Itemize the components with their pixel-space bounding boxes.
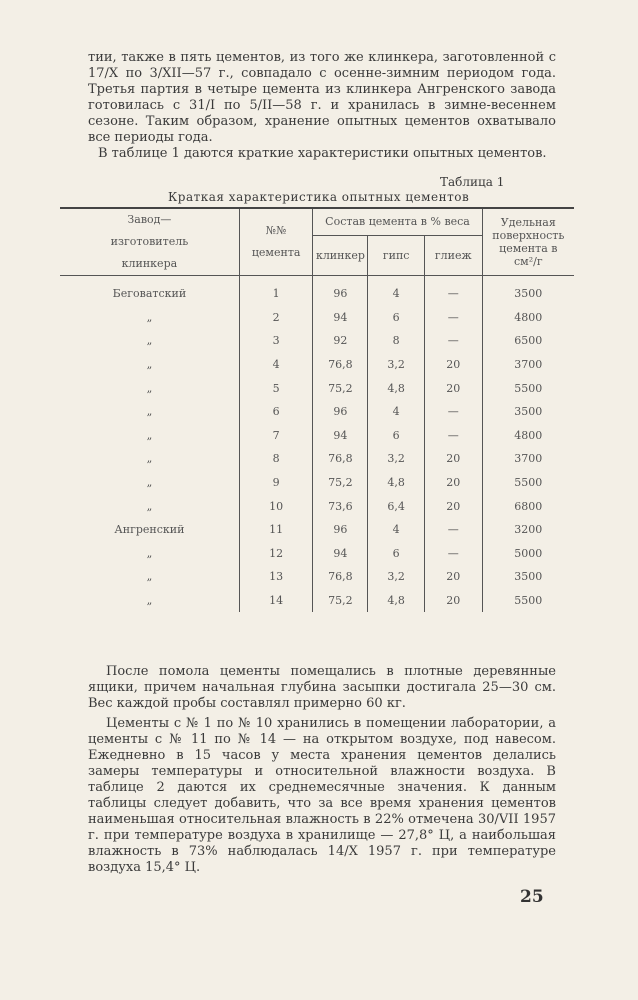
paragraph-intro: В таблице 1 даются краткие характеристики опытных цементов. <box>98 146 547 161</box>
header-gliezh: глиеж <box>424 235 482 275</box>
cell-number: 6 <box>239 400 313 424</box>
cell-number: 5 <box>239 376 313 400</box>
cell-gliezh: 20 <box>424 376 482 400</box>
cell-surface: 6500 <box>482 329 574 353</box>
header-surface: Удельная поверхность цемента в см²/г <box>482 208 574 276</box>
table-row <box>60 542 574 566</box>
table-row <box>60 447 574 471</box>
header-factory: Завод—изготовитель клинкера <box>60 208 239 276</box>
cell-factory: Ангренский <box>114 523 185 537</box>
cell-clinker: 75,2 <box>313 589 368 613</box>
cell-factory: „ <box>146 428 153 442</box>
cell-number: 14 <box>239 589 313 613</box>
cell-gliezh: 20 <box>424 565 482 589</box>
paragraph-after: После помола цементы помещались в плотные деревянные ящики, причем начальная глубина засыпки достигала 25—30 см. Вес каждой пробы составлял примерно 60 кг. <box>88 664 556 711</box>
cell-factory: Беговатский <box>112 287 187 301</box>
cell-gliezh: — <box>424 306 482 330</box>
cell-gliezh: 20 <box>424 494 482 518</box>
cell-clinker: 75,2 <box>313 471 368 495</box>
cell-clinker: 75,2 <box>313 376 368 400</box>
cell-factory: „ <box>146 452 153 466</box>
cell-gypsum: 3,2 <box>368 353 425 377</box>
cell-number: 4 <box>239 353 313 377</box>
table-row <box>60 376 574 400</box>
cell-number: 8 <box>239 447 313 471</box>
cell-surface: 3500 <box>482 276 574 306</box>
cell-factory: „ <box>146 476 153 490</box>
cell-number: 2 <box>239 306 313 330</box>
cell-gypsum: 6 <box>368 542 425 566</box>
cell-gliezh: — <box>424 400 482 424</box>
table-row <box>60 589 574 613</box>
table-body <box>60 276 574 613</box>
cell-gliezh: — <box>424 276 482 306</box>
table-row <box>60 471 574 495</box>
cell-surface: 5500 <box>482 376 574 400</box>
cell-surface: 5500 <box>482 589 574 613</box>
table-row <box>60 306 574 330</box>
cell-surface: 3200 <box>482 518 574 542</box>
cell-number: 10 <box>239 494 313 518</box>
cell-factory: „ <box>146 381 153 395</box>
header-clinker: клинкер <box>313 235 368 275</box>
cell-gypsum: 6,4 <box>368 494 425 518</box>
cell-factory: „ <box>146 546 153 560</box>
cell-gliezh: 20 <box>424 353 482 377</box>
cell-gypsum: 6 <box>368 306 425 330</box>
cell-clinker: 94 <box>313 306 368 330</box>
table-title: Краткая характеристика опытных цементов <box>168 190 470 204</box>
cell-surface: 4800 <box>482 424 574 448</box>
cell-number: 1 <box>239 276 313 306</box>
cell-clinker: 92 <box>313 329 368 353</box>
cell-gypsum: 8 <box>368 329 425 353</box>
cell-factory: „ <box>146 594 153 608</box>
cell-gypsum: 4,8 <box>368 471 425 495</box>
cell-gypsum: 6 <box>368 424 425 448</box>
cell-factory: „ <box>146 334 153 348</box>
table-row <box>60 400 574 424</box>
cell-clinker: 94 <box>313 424 368 448</box>
cell-gypsum: 4,8 <box>368 376 425 400</box>
cell-surface: 4800 <box>482 306 574 330</box>
cell-surface: 3500 <box>482 400 574 424</box>
cell-clinker: 73,6 <box>313 494 368 518</box>
table-row <box>60 353 574 377</box>
header-composition: Состав цемента в % веса <box>313 208 482 235</box>
cell-gliezh: — <box>424 329 482 353</box>
cell-gypsum: 4,8 <box>368 589 425 613</box>
cell-factory: „ <box>146 570 153 584</box>
table-row <box>60 565 574 589</box>
cell-clinker: 96 <box>313 518 368 542</box>
cell-factory: „ <box>146 358 153 372</box>
table-number: Таблица 1 <box>440 175 505 189</box>
cell-clinker: 96 <box>313 400 368 424</box>
header-number: №№ цемента <box>239 208 313 276</box>
cell-clinker: 94 <box>313 542 368 566</box>
table-row <box>60 518 574 542</box>
cell-gliezh: 20 <box>424 589 482 613</box>
cell-clinker: 76,8 <box>313 565 368 589</box>
cell-gliezh: — <box>424 542 482 566</box>
cell-factory: „ <box>146 499 153 513</box>
cell-clinker: 76,8 <box>313 353 368 377</box>
cell-surface: 3700 <box>482 353 574 377</box>
cell-gliezh: — <box>424 518 482 542</box>
paragraph-top: тии, также в пять цементов, из того же клинкера, заготовленной с 17/X по 3/XII—57 г., совпадало с осенне-зимним периодом года. Третья партия в четыре цемента из клинкера Ангренского завода готовилась с 31/I по 5/II—58 г. и хранилась в зимне-весеннем сезоне. Таким образом, хранение опытных цементов охватывало все периоды года. <box>88 50 556 145</box>
cell-gliezh: — <box>424 424 482 448</box>
cell-number: 9 <box>239 471 313 495</box>
cell-gypsum: 3,2 <box>368 447 425 471</box>
cell-surface: 6800 <box>482 494 574 518</box>
header-gypsum: гипс <box>368 235 425 275</box>
cell-gypsum: 4 <box>368 400 425 424</box>
cell-clinker: 96 <box>313 276 368 306</box>
cell-number: 12 <box>239 542 313 566</box>
cell-number: 13 <box>239 565 313 589</box>
cell-gypsum: 4 <box>368 518 425 542</box>
cell-gliezh: 20 <box>424 447 482 471</box>
cell-gliezh: 20 <box>424 471 482 495</box>
cell-number: 7 <box>239 424 313 448</box>
cell-number: 11 <box>239 518 313 542</box>
cell-surface: 5000 <box>482 542 574 566</box>
cell-number: 3 <box>239 329 313 353</box>
paragraph-bottom: Цементы с № 1 по № 10 хранились в помещении лаборатории, а цементы с № 11 по № 14 — на открытом воздухе, под навесом. Ежедневно в 15 часов у места хранения цементов делались замеры температуры и относительной влажности воздуха. В таблице 2 даются их среднемесячные значения. К данным таблицы следует добавить, что за все время хранения цементов наименьшая относительная влажность в 22% отмечена 30/VII 1957 г. при температуре воздуха в хранилище — 27,8° Ц, а наибольшая влажность в 73% наблюдалась 14/X 1957 г. при температуре воздуха 15,4° Ц. <box>88 716 556 875</box>
cell-gypsum: 4 <box>368 276 425 306</box>
cell-gypsum: 3,2 <box>368 565 425 589</box>
cement-table <box>60 207 574 612</box>
table-row <box>60 424 574 448</box>
table-row <box>60 276 574 306</box>
cell-clinker: 76,8 <box>313 447 368 471</box>
cell-surface: 3700 <box>482 447 574 471</box>
page-number: 25 <box>520 887 544 907</box>
table-row <box>60 494 574 518</box>
table-row <box>60 329 574 353</box>
cell-factory: „ <box>146 405 153 419</box>
cell-surface: 3500 <box>482 565 574 589</box>
cell-surface: 5500 <box>482 471 574 495</box>
cell-factory: „ <box>146 310 153 324</box>
